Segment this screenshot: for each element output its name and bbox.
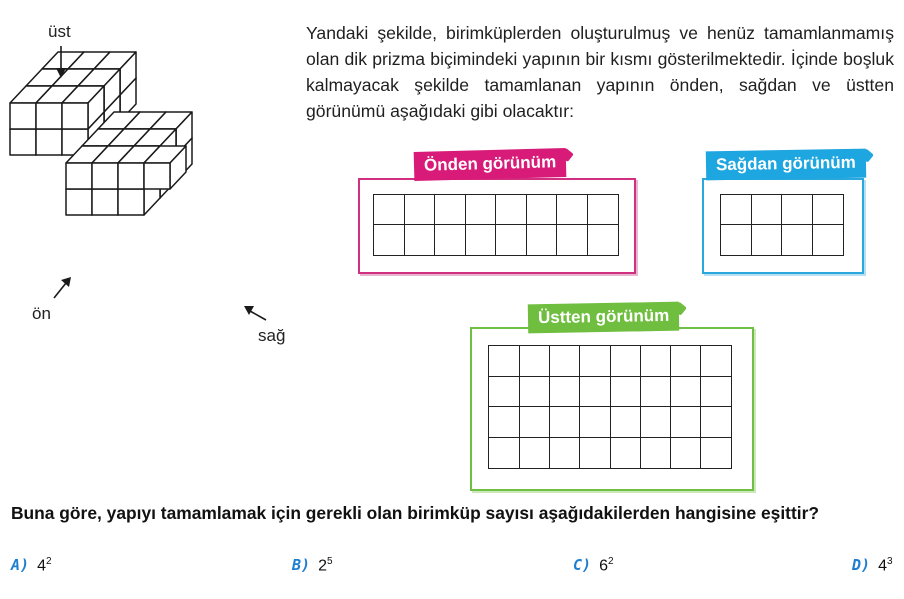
option-d-value: $4^3$ xyxy=(878,556,893,575)
option-a-letter: A) xyxy=(11,556,30,575)
option-c-letter: C) xyxy=(573,556,592,575)
grid-cell xyxy=(434,224,466,255)
grid-cell xyxy=(610,376,642,408)
option-b-value: $2^5$ xyxy=(318,556,333,575)
grid-cell xyxy=(549,345,581,377)
front-view-panel xyxy=(358,178,636,274)
option-a[interactable] xyxy=(11,556,52,575)
grid-cell xyxy=(579,345,611,377)
grid-cell xyxy=(751,224,783,255)
grid-cell xyxy=(812,224,844,255)
grid-cell xyxy=(781,224,813,255)
grid-cell xyxy=(610,437,642,469)
grid-cell xyxy=(700,376,732,408)
grid-cell xyxy=(549,406,581,438)
grid-cell xyxy=(519,345,551,377)
option-d[interactable] xyxy=(852,556,893,575)
intro-paragraph: Yandaki şekilde, birimküplerden oluşturulmuş ve henüz tamamlanmamış olan dik prizma biçimindeki yapının bir kısmı gösterilmektedir. İçinde boşluk kalmayacak şekilde tamamlanan yapının önden, sağdan ve üstten görünümü aşağıdaki gibi olacaktır: xyxy=(306,23,894,121)
grid-cell xyxy=(519,437,551,469)
grid-cell xyxy=(549,376,581,408)
top-view-grid xyxy=(489,346,731,468)
grid-cell xyxy=(640,406,672,438)
top-view-title: Üstten görünüm xyxy=(528,302,680,334)
arrow-icon-front xyxy=(54,277,71,298)
grid-cell xyxy=(579,406,611,438)
front-view-title: Önden görünüm xyxy=(414,148,567,181)
grid-cell xyxy=(781,194,813,225)
grid-cell xyxy=(434,194,466,225)
side-view-grid xyxy=(721,195,843,255)
grid-cell xyxy=(488,406,520,438)
grid-cell xyxy=(700,406,732,438)
top-view-panel xyxy=(470,327,754,491)
option-d-letter: D) xyxy=(852,556,871,575)
grid-cell xyxy=(373,194,405,225)
grid-cell xyxy=(579,437,611,469)
side-view-title: Sağdan görünüm xyxy=(706,149,866,181)
grid-cell xyxy=(549,437,581,469)
question-text: Buna göre, yapıyı tamamlamak için gerekli olan birimküp sayısı aşağıdakilerden hangisine eşittir? xyxy=(11,503,819,523)
grid-cell xyxy=(404,224,436,255)
grid-cell xyxy=(465,194,497,225)
grid-cell xyxy=(465,224,497,255)
grid-cell xyxy=(670,376,702,408)
option-a-value: $4^2$ xyxy=(37,556,52,575)
option-b[interactable] xyxy=(292,556,333,575)
grid-cell xyxy=(670,406,702,438)
grid-cell xyxy=(700,437,732,469)
grid-cell xyxy=(404,194,436,225)
label-front: ön xyxy=(32,304,51,323)
grid-cell xyxy=(700,345,732,377)
grid-cell xyxy=(495,194,527,225)
grid-cell xyxy=(720,224,752,255)
side-view-panel xyxy=(702,178,864,274)
grid-cell xyxy=(587,224,619,255)
grid-cell xyxy=(812,194,844,225)
label-right: sağ xyxy=(258,326,286,345)
grid-cell xyxy=(519,406,551,438)
grid-cell xyxy=(488,437,520,469)
grid-cell xyxy=(488,345,520,377)
grid-cell xyxy=(640,437,672,469)
label-top: üst xyxy=(48,22,71,41)
grid-cell xyxy=(495,224,527,255)
grid-cell xyxy=(526,194,558,225)
grid-cell xyxy=(670,345,702,377)
grid-cell xyxy=(556,224,588,255)
grid-cell xyxy=(610,345,642,377)
grid-cell xyxy=(556,194,588,225)
option-b-letter: B) xyxy=(292,556,311,575)
grid-cell xyxy=(587,194,619,225)
grid-cell xyxy=(373,224,405,255)
grid-cell xyxy=(488,376,520,408)
grid-cell xyxy=(640,376,672,408)
front-view-grid xyxy=(374,195,618,255)
arrow-icon-right xyxy=(244,306,266,320)
option-c-value: $6^2$ xyxy=(599,556,614,575)
grid-cell xyxy=(640,345,672,377)
grid-cell xyxy=(670,437,702,469)
grid-cell xyxy=(579,376,611,408)
grid-cell xyxy=(610,406,642,438)
grid-cell xyxy=(526,224,558,255)
option-c[interactable] xyxy=(573,556,614,575)
grid-cell xyxy=(751,194,783,225)
cube-structure-figure xyxy=(0,0,300,350)
grid-cell xyxy=(720,194,752,225)
grid-cell xyxy=(519,376,551,408)
